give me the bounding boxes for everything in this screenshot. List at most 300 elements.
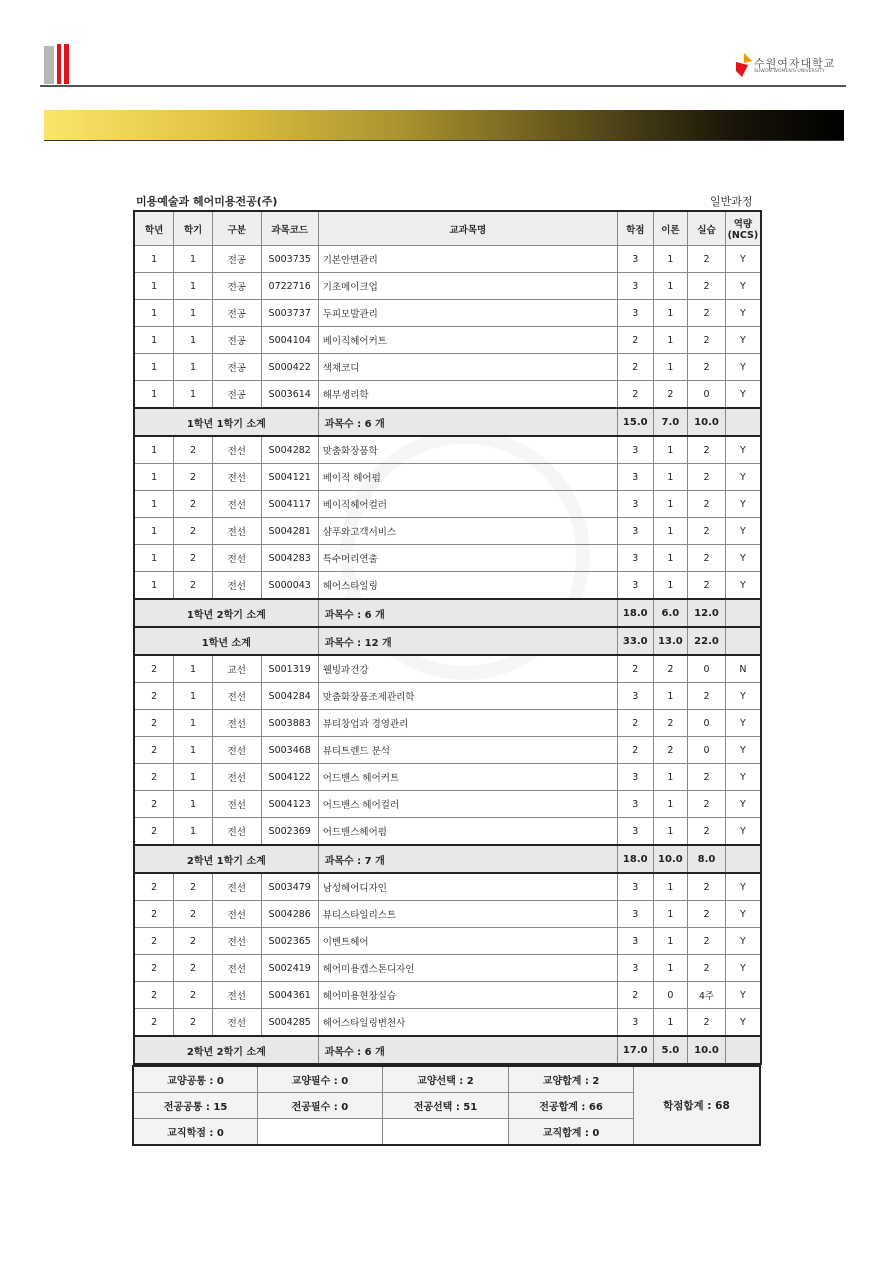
course-cell: 2 [174,901,213,928]
course-cell: 1 [653,354,688,381]
course-row [134,982,761,1009]
subtotal-credit: 15.0 [617,408,653,436]
course-cell: 2 [134,982,174,1009]
course-cell: 기본안면관리 [318,246,617,273]
course-row [134,572,761,600]
course-cell: 2 [688,764,726,791]
course-cell: 2 [134,873,174,901]
course-cell: 1 [134,491,174,518]
summary-cell: 전공공통 : 15 [133,1093,258,1119]
course-cell: Y [725,683,761,710]
course-cell: 2 [617,655,653,683]
header-bar-gray [44,46,54,84]
subtotal-count: 과목수 : 12 개 [318,627,617,655]
header-bar-red [57,44,69,84]
course-cell: S004117 [261,491,318,518]
course-cell: 전선 [212,518,261,545]
subtotal-count: 과목수 : 6 개 [318,1036,617,1064]
course-cell: 2 [134,791,174,818]
logo-mark-icon [736,53,752,77]
course-row [134,436,761,464]
subtotal-theory: 6.0 [653,599,688,627]
course-cell: 1 [134,300,174,327]
course-cell: 전선 [212,464,261,491]
course-cell: S003735 [261,246,318,273]
course-cell: 기초메이크업 [318,273,617,300]
course-row [134,1009,761,1037]
course-cell: 2 [688,436,726,464]
course-cell: 이벤트헤어 [318,928,617,955]
course-cell: 1 [653,764,688,791]
course-cell: 0 [688,381,726,409]
course-cell: 1 [174,381,213,409]
summary-cell: 교양합계 : 2 [509,1066,634,1093]
course-cell: 2 [617,982,653,1009]
course-cell: S003737 [261,300,318,327]
subtotal-practice: 12.0 [688,599,726,627]
course-cell: 1 [134,545,174,572]
subtotal-practice: 10.0 [688,408,726,436]
subtotal-row [134,627,761,655]
course-cell: 베이직헤어컬러 [318,491,617,518]
course-cell: 2 [174,572,213,600]
course-cell: 샴푸와고객서비스 [318,518,617,545]
course-cell: S004121 [261,464,318,491]
course-cell: 3 [617,436,653,464]
course-cell: 0 [688,710,726,737]
course-row [134,327,761,354]
course-cell: 1 [174,818,213,846]
course-cell: 3 [617,901,653,928]
course-cell: 2 [688,246,726,273]
course-cell: 0 [688,655,726,683]
course-cell: 2 [134,955,174,982]
course-cell: 1 [653,300,688,327]
course-row [134,873,761,901]
course-cell: S003883 [261,710,318,737]
subtotal-empty [725,627,761,655]
course-cell: Y [725,764,761,791]
course-cell: 전선 [212,901,261,928]
course-cell: Y [725,354,761,381]
course-row [134,737,761,764]
course-cell: 1 [653,791,688,818]
course-cell: 2 [688,572,726,600]
course-cell: 2 [688,955,726,982]
course-cell: S004122 [261,764,318,791]
course-cell: 3 [617,1009,653,1037]
course-cell: 1 [134,246,174,273]
course-cell: 3 [617,928,653,955]
course-cell: S000422 [261,354,318,381]
course-cell: Y [725,518,761,545]
course-row [134,764,761,791]
course-cell: 전선 [212,1009,261,1037]
subtotal-practice: 8.0 [688,845,726,873]
course-cell: 0722716 [261,273,318,300]
course-cell: S003614 [261,381,318,409]
column-header: 과목코드 [261,211,318,246]
course-cell: 1 [174,655,213,683]
course-cell: 2 [174,464,213,491]
column-header: 학기 [174,211,213,246]
subtotal-label: 1학년 1학기 소계 [134,408,318,436]
course-cell: 2 [617,381,653,409]
course-cell: 2 [134,764,174,791]
subtotal-count: 과목수 : 6 개 [318,599,617,627]
subtotal-label: 2학년 2학기 소계 [134,1036,318,1064]
course-cell: Y [725,928,761,955]
course-cell: 전선 [212,928,261,955]
course-cell: 2 [688,901,726,928]
course-cell: 1 [134,354,174,381]
course-cell: Y [725,873,761,901]
course-cell: 3 [617,683,653,710]
course-cell: S002419 [261,955,318,982]
course-cell: Y [725,572,761,600]
course-cell: S000043 [261,572,318,600]
course-cell: 1 [653,928,688,955]
course-cell: 3 [617,273,653,300]
course-cell: 전선 [212,791,261,818]
course-cell: 전선 [212,873,261,901]
course-cell: 전선 [212,572,261,600]
course-cell: 2 [688,491,726,518]
course-cell: S004361 [261,982,318,1009]
course-cell: 전공 [212,300,261,327]
course-cell: Y [725,710,761,737]
logo-english-name: SUWON WOMEN'S UNIVERSITY [754,69,825,74]
course-cell: S001319 [261,655,318,683]
course-cell: 2 [688,327,726,354]
course-cell: 베이직 헤어펌 [318,464,617,491]
column-header: 역량 (NCS) [725,211,761,246]
course-cell: 헤어스타일링 [318,572,617,600]
course-cell: Y [725,791,761,818]
subtotal-theory: 5.0 [653,1036,688,1064]
course-cell: 전선 [212,545,261,572]
course-cell: 2 [134,710,174,737]
course-row [134,246,761,273]
course-cell: 1 [134,572,174,600]
subtotal-credit: 33.0 [617,627,653,655]
course-cell: 3 [617,518,653,545]
summary-cell: 교직합계 : 0 [509,1119,634,1146]
summary-empty-cell [258,1119,383,1146]
course-cell: 2 [174,873,213,901]
course-cell: S004123 [261,791,318,818]
course-cell: 2 [174,436,213,464]
column-header: 학년 [134,211,174,246]
course-cell: Y [725,545,761,572]
column-header: 구분 [212,211,261,246]
course-cell: Y [725,246,761,273]
course-cell: 2 [174,545,213,572]
course-row [134,273,761,300]
course-cell: 2 [174,982,213,1009]
course-row [134,901,761,928]
course-cell: 2 [688,464,726,491]
subtotal-credit: 18.0 [617,845,653,873]
course-cell: 2 [688,273,726,300]
course-cell: 베이직헤어커트 [318,327,617,354]
course-cell: S002365 [261,928,318,955]
course-cell: 전선 [212,710,261,737]
course-cell: 2 [653,737,688,764]
course-cell: 2 [688,1009,726,1037]
course-cell: 1 [653,683,688,710]
course-cell: 2 [653,655,688,683]
subtotal-row [134,408,761,436]
course-cell: 1 [174,683,213,710]
course-row [134,710,761,737]
course-cell: 1 [653,273,688,300]
course-cell: 2 [688,518,726,545]
course-row [134,683,761,710]
course-cell: 1 [653,901,688,928]
course-cell: 전선 [212,955,261,982]
course-cell: Y [725,300,761,327]
course-cell: 3 [617,764,653,791]
course-cell: 3 [617,873,653,901]
subtotal-label: 1학년 2학기 소계 [134,599,318,627]
university-logo [736,53,846,79]
banner-underline [44,140,844,141]
course-cell: 1 [653,873,688,901]
summary-cell: 교양공통 : 0 [133,1066,258,1093]
course-cell: 1 [174,737,213,764]
course-cell: S004282 [261,436,318,464]
subtotal-theory: 7.0 [653,408,688,436]
total-credits: 학점합계 : 68 [633,1066,760,1145]
course-cell: 전공 [212,327,261,354]
title-banner [44,110,844,140]
course-cell: 1 [134,273,174,300]
subtotal-row [134,599,761,627]
course-cell: 1 [653,327,688,354]
course-cell: 웰빙과건강 [318,655,617,683]
course-cell: 색채코디 [318,354,617,381]
course-cell: 1 [134,436,174,464]
course-cell: 3 [617,791,653,818]
course-cell: 전선 [212,683,261,710]
course-cell: 1 [653,246,688,273]
course-cell: Y [725,491,761,518]
course-cell: 4주 [688,982,726,1009]
course-cell: 전공 [212,381,261,409]
course-cell: 전공 [212,354,261,381]
course-cell: 2 [688,683,726,710]
course-cell: 3 [617,464,653,491]
summary-cell: 교양필수 : 0 [258,1066,383,1093]
course-cell: 2 [688,928,726,955]
course-cell: 2 [134,818,174,846]
course-cell: 헤어스타일링변천사 [318,1009,617,1037]
column-header: 실습 [688,211,726,246]
course-cell: Y [725,955,761,982]
course-row [134,955,761,982]
course-cell: 2 [617,354,653,381]
summary-cell: 교직학점 : 0 [133,1119,258,1146]
subtotal-count: 과목수 : 7 개 [318,845,617,873]
course-cell: 전선 [212,491,261,518]
course-cell: 교선 [212,655,261,683]
subtotal-theory: 13.0 [653,627,688,655]
column-header: 학점 [617,211,653,246]
course-cell: 1 [134,381,174,409]
course-cell: 0 [653,982,688,1009]
course-cell: 2 [134,655,174,683]
course-row [134,354,761,381]
course-cell: 해부생리학 [318,381,617,409]
course-cell: Y [725,381,761,409]
course-cell: S004104 [261,327,318,354]
subtotal-credit: 17.0 [617,1036,653,1064]
course-row [134,464,761,491]
course-cell: 맞춤화장품조제관리학 [318,683,617,710]
course-cell: 헤어미용현장실습 [318,982,617,1009]
course-cell: S003479 [261,873,318,901]
course-cell: 2 [174,928,213,955]
course-row [134,491,761,518]
course-cell: 1 [653,436,688,464]
course-cell: 1 [653,1009,688,1037]
course-cell: N [725,655,761,683]
course-cell: Y [725,901,761,928]
course-cell: 2 [688,818,726,846]
header-divider [40,85,846,87]
course-cell: 전공 [212,273,261,300]
department-title: 미용예술과 헤어미용전공(주) [136,195,278,208]
course-cell: 전선 [212,818,261,846]
curriculum-table [133,210,762,1065]
course-cell: 1 [653,818,688,846]
summary-cell: 전공선택 : 51 [382,1093,509,1119]
course-cell: 1 [653,955,688,982]
course-cell: 2 [688,791,726,818]
course-cell: Y [725,982,761,1009]
course-cell: 2 [688,354,726,381]
course-cell: Y [725,818,761,846]
subtotal-practice: 22.0 [688,627,726,655]
summary-cell: 전공합계 : 66 [509,1093,634,1119]
course-cell: 2 [174,491,213,518]
course-cell: 3 [617,246,653,273]
course-cell: 특수머리연출 [318,545,617,572]
course-cell: Y [725,436,761,464]
course-row [134,655,761,683]
subtotal-practice: 10.0 [688,1036,726,1064]
subtotal-empty [725,1036,761,1064]
course-cell: 3 [617,572,653,600]
subtotal-empty [725,599,761,627]
course-cell: 3 [617,818,653,846]
course-cell: 1 [653,518,688,545]
course-cell: 전선 [212,764,261,791]
course-cell: 2 [653,710,688,737]
column-header: 교과목명 [318,211,617,246]
course-cell: 1 [653,491,688,518]
course-cell: Y [725,464,761,491]
course-row [134,545,761,572]
subtotal-row [134,845,761,873]
course-cell: 전선 [212,436,261,464]
summary-cell: 전공필수 : 0 [258,1093,383,1119]
course-cell: 1 [174,791,213,818]
course-cell: 1 [653,464,688,491]
table-header-row [134,211,761,246]
course-cell: Y [725,737,761,764]
course-cell: 어드밴스헤어펌 [318,818,617,846]
course-row [134,928,761,955]
course-cell: Y [725,273,761,300]
course-cell: Y [725,327,761,354]
course-cell: S004284 [261,683,318,710]
course-cell: 뷰티트렌드 분석 [318,737,617,764]
course-cell: 2 [617,327,653,354]
logo-korean-name: 수원여자대학교 [754,57,836,70]
course-cell: 2 [134,1009,174,1037]
course-cell: 2 [134,683,174,710]
course-cell: 1 [134,327,174,354]
subtotal-credit: 18.0 [617,599,653,627]
course-cell: 2 [617,737,653,764]
course-cell: 1 [174,327,213,354]
summary-empty-cell [382,1119,509,1146]
course-cell: 3 [617,955,653,982]
credit-summary-table [132,1065,761,1146]
course-cell: 1 [134,518,174,545]
course-cell: 1 [653,545,688,572]
course-cell: S004285 [261,1009,318,1037]
course-cell: 2 [134,901,174,928]
subtotal-theory: 10.0 [653,845,688,873]
course-cell: 전공 [212,246,261,273]
subtotal-label: 2학년 1학기 소계 [134,845,318,873]
course-cell: 어드밴스 헤어커트 [318,764,617,791]
course-cell: 1 [653,572,688,600]
subtotal-label: 1학년 소계 [134,627,318,655]
course-cell: 1 [134,464,174,491]
course-cell: 전선 [212,982,261,1009]
course-cell: S004286 [261,901,318,928]
column-header: 이론 [653,211,688,246]
course-row [134,791,761,818]
course-cell: 2 [688,545,726,572]
course-cell: 1 [174,246,213,273]
course-cell: 헤어미용캡스톤디자인 [318,955,617,982]
course-cell: 2 [617,710,653,737]
course-cell: 2 [688,873,726,901]
subtotal-empty [725,408,761,436]
course-row [134,300,761,327]
course-cell: 뷰티스타일리스트 [318,901,617,928]
course-cell: 두피모발관리 [318,300,617,327]
course-cell: 맞춤화장품학 [318,436,617,464]
course-row [134,518,761,545]
course-cell: S002369 [261,818,318,846]
course-row [134,381,761,409]
course-cell: Y [725,1009,761,1037]
course-cell: 2 [134,928,174,955]
course-cell: 1 [174,273,213,300]
course-cell: 전선 [212,737,261,764]
course-cell: S003468 [261,737,318,764]
course-cell: 2 [653,381,688,409]
subtotal-count: 과목수 : 6 개 [318,408,617,436]
course-cell: 3 [617,300,653,327]
course-cell: 2 [688,300,726,327]
